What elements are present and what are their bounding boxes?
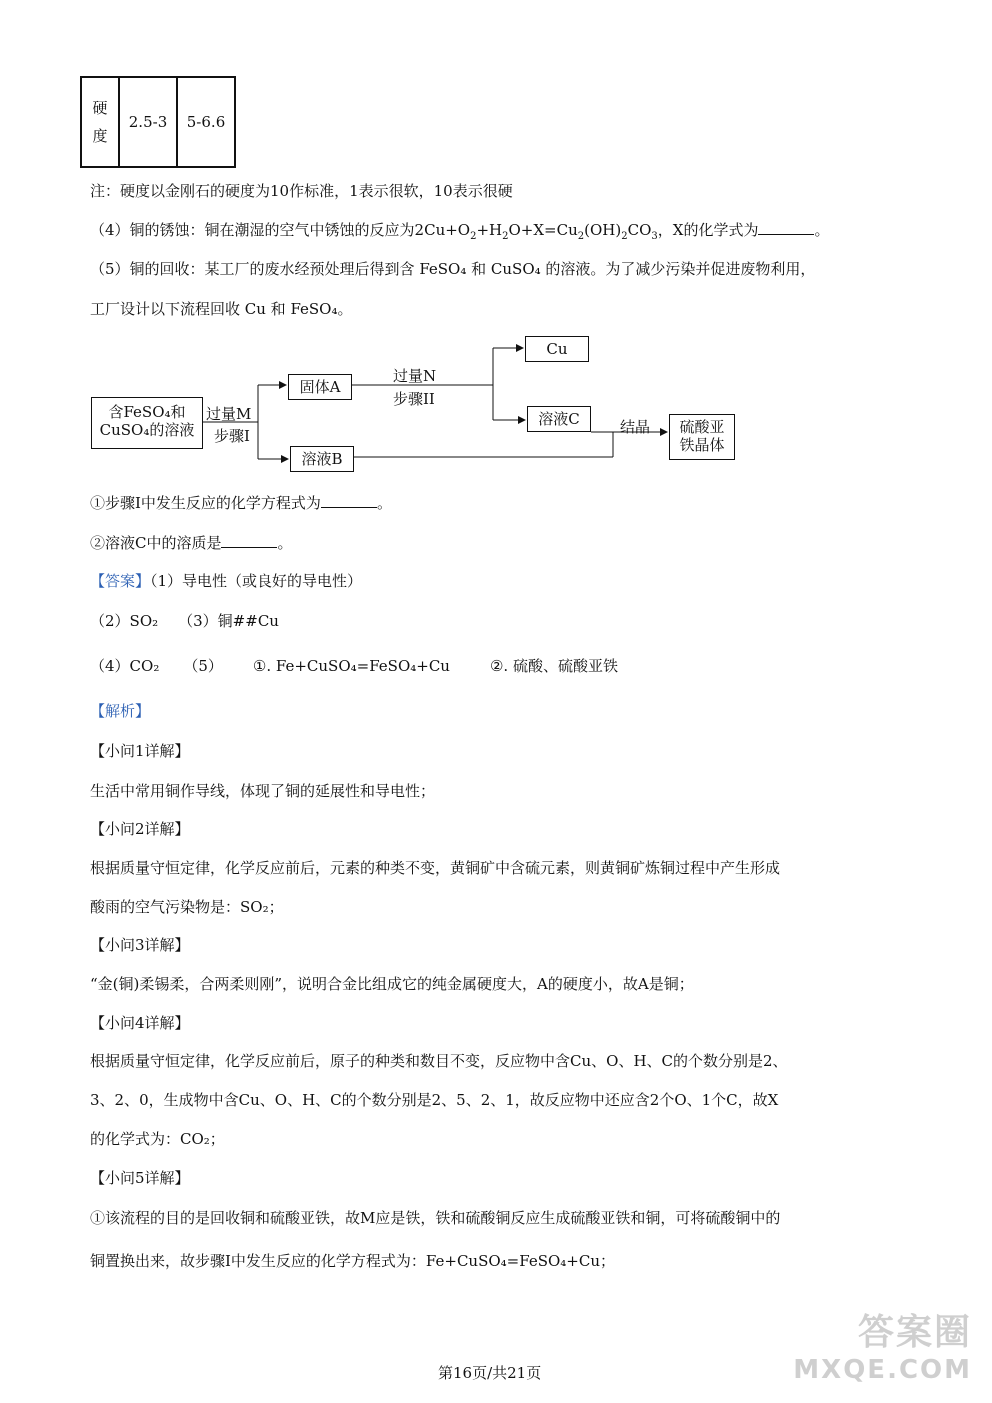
- detail-2-title: 【小问2详解】: [90, 820, 190, 838]
- sub2-end: 。: [277, 534, 293, 552]
- step2-label: 步骤II: [393, 390, 435, 408]
- answer-3: （3）铜##Cu: [178, 612, 279, 630]
- answer-line-1: [90, 570, 362, 591]
- page-footer: 第16页/共21页: [438, 1364, 542, 1382]
- sub2-text: ②溶液C中的溶质是: [90, 534, 222, 552]
- solution-b-box: 溶液B: [290, 446, 354, 472]
- start-solution-box: [91, 397, 203, 449]
- detail-3-text: “金(铜)柔锡柔，合两柔则刚”，说明合金比组成它的纯金属硬度大，A的硬度小，故A是铜；: [90, 975, 694, 993]
- detail-3-title: 【小问3详解】: [90, 936, 190, 954]
- watermark-line-1: 答案圈: [857, 1312, 972, 1353]
- start-line-2: CuSO₄的溶液: [99, 421, 195, 439]
- answer-5-label: （5）: [183, 657, 223, 675]
- sub1-end: 。: [376, 494, 392, 512]
- answer-blank[interactable]: [221, 533, 277, 548]
- detail-2-text-1: 根据质量守恒定律，化学反应前后，元素的种类不变，黄铜矿中含硫元素，则黄铜矿炼铜过程中产生形成: [90, 859, 781, 877]
- detail-4-text-1: 根据质量守恒定律，化学反应前后，原子的种类和数目不变，反应物中含Cu、O、H、C的个数分别是2、: [90, 1052, 788, 1070]
- question-5-line2: 工厂设计以下流程回收 Cu 和 FeSO₄。: [90, 300, 353, 318]
- answer-4: （4）CO₂: [90, 657, 160, 675]
- q4-part: CO: [627, 221, 652, 239]
- hardness-value-a: 2.5-3: [119, 77, 177, 167]
- hardness-note: 注：硬度以金刚石的硬度为10作标准，1表示很软，10表示很硬: [90, 182, 513, 200]
- answer-2: （2）SO₂: [90, 612, 159, 630]
- solution-c-box: 溶液C: [527, 406, 591, 432]
- step1-reagent: 过量M: [206, 405, 252, 423]
- product-line-2: 铁晶体: [679, 436, 725, 454]
- q4-part: (OH): [584, 221, 622, 239]
- crystallize-label: 结晶: [620, 418, 651, 436]
- detail-5-text-2: 铜置换出来，故步骤I中发生反应的化学方程式为：Fe+CuSO₄=FeSO₄+Cu；: [90, 1252, 616, 1270]
- answer-5-1: ①. Fe+CuSO₄=FeSO₄+Cu: [252, 657, 450, 675]
- step2-reagent: 过量N: [393, 367, 437, 385]
- q4-part: O+X=Cu: [508, 221, 578, 239]
- detail-1-title: 【小问1详解】: [90, 742, 190, 760]
- sub-question-2: [90, 532, 293, 553]
- solid-a-box: 固体A: [288, 374, 352, 400]
- detail-1-text: 生活中常用铜作导线，体现了铜的延展性和导电性；: [90, 782, 436, 800]
- row-label-char-2: 度: [92, 127, 108, 145]
- analysis-label: 【解析】: [90, 702, 151, 720]
- q4-part: （4）铜的锈蚀：铜在潮湿的空气中锈蚀的反应为2Cu+O: [90, 221, 471, 239]
- watermark-logo: [793, 1304, 972, 1385]
- question-5-line1: （5）铜的回收：某工厂的废水经预处理后得到含 FeSO₄ 和 CuSO₄ 的溶液。为了减少污染并促进废物利用，: [90, 260, 816, 278]
- q4-part: +H: [476, 221, 503, 239]
- product-box: [669, 414, 735, 460]
- answer-line-2: [90, 610, 279, 631]
- hardness-value-b: 5-6.6: [177, 77, 235, 167]
- question-4: （4）铜的锈蚀：铜在潮湿的空气中锈蚀的反应为$2Cu+O_2+H_2O+X=Cu_2(OH)_2CO_3$，X的化学式为 。: [90, 221, 830, 242]
- detail-5-text-1: ①该流程的目的是回收铜和硫酸亚铁，故M应是铁，铁和硫酸铜反应生成硫酸亚铁和铜，可将硫酸铜中的: [90, 1209, 781, 1227]
- row-label-char-1: 硬: [92, 99, 108, 117]
- sub-question-1: [90, 492, 392, 513]
- product-line-1: 硫酸亚: [679, 418, 725, 436]
- q4-end: 。: [814, 221, 830, 239]
- answer-line-3: [90, 655, 618, 676]
- start-line-1: 含FeSO₄和: [108, 403, 186, 421]
- detail-5-title: 【小问5详解】: [90, 1169, 190, 1187]
- detail-2-text-2: 酸雨的空气污染物是：SO₂；: [90, 898, 284, 916]
- answer-blank[interactable]: [321, 493, 377, 508]
- watermark-line-2: MXQE.COM: [793, 1355, 972, 1385]
- sub1-text: ①步骤I中发生反应的化学方程式为: [90, 494, 321, 512]
- cu-box: Cu: [525, 336, 589, 362]
- detail-4-text-2: 3、2、0，生成物中含Cu、O、H、C的个数分别是2、5、2、1，故反应物中还应含2个O、1个C，故X: [90, 1091, 779, 1109]
- answer-5-2: ②. 硫酸、硫酸亚铁: [489, 657, 618, 675]
- step1-label: 步骤I: [214, 427, 250, 445]
- answer-label: 【答案】: [90, 572, 151, 590]
- detail-4-title: 【小问4详解】: [90, 1014, 190, 1032]
- answer-1: （1）导电性（或良好的导电性）: [150, 572, 363, 590]
- q4-part: ，X的化学式为: [657, 221, 759, 239]
- detail-4-text-3: 的化学式为：CO₂；: [90, 1130, 225, 1148]
